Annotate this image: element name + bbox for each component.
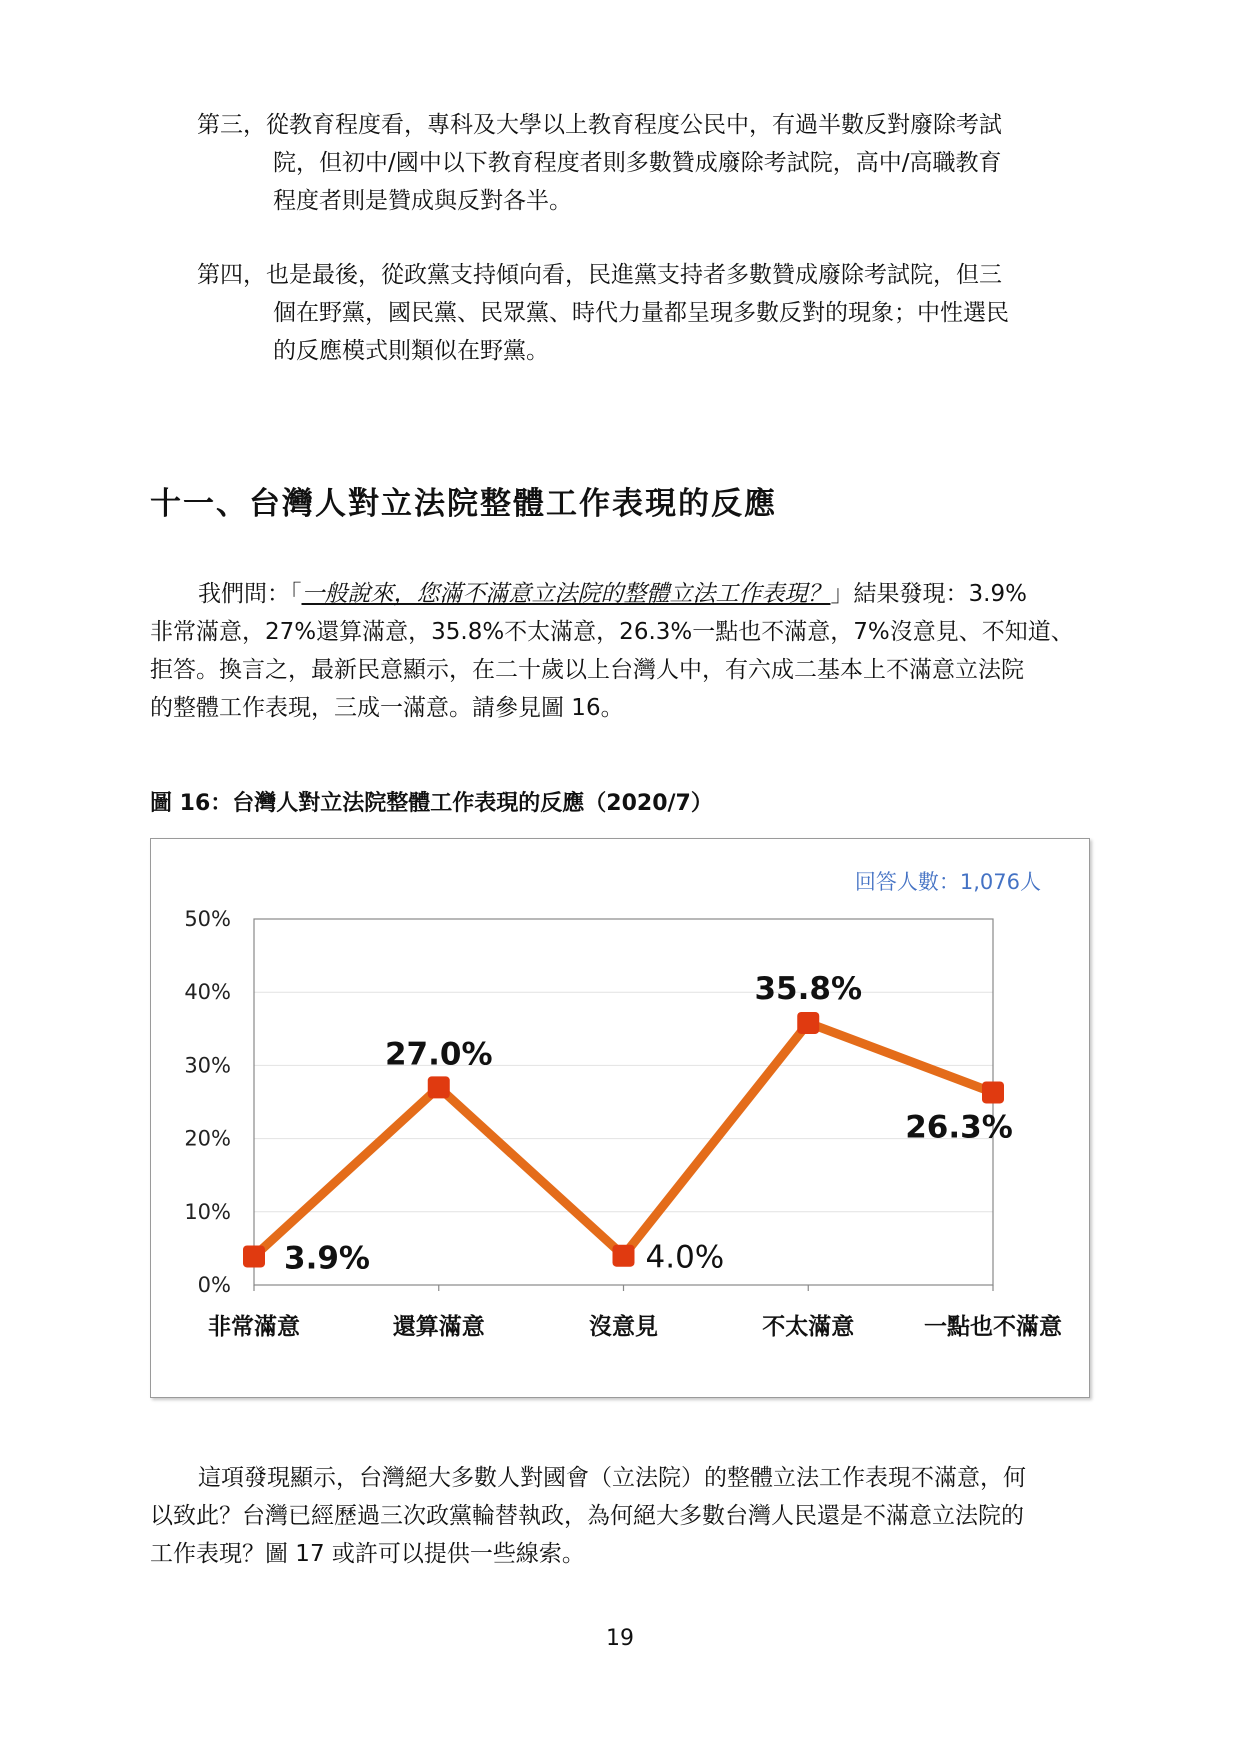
list-item-third	[197, 106, 1087, 220]
x-tick-label: 一點也不滿意	[924, 1314, 1062, 1340]
body-paragraph	[150, 575, 1095, 727]
data-label: 26.3%	[905, 1109, 1013, 1146]
x-tick-label: 還算滿意	[392, 1314, 485, 1340]
x-tick-label: 不太滿意	[762, 1314, 855, 1340]
list-item-text: 程度者則是贊成與反對各半。	[273, 188, 572, 214]
x-tick-label: 沒意見	[589, 1314, 658, 1340]
paragraph-line: 工作表現？圖 17 或許可以提供一些線索。	[150, 1541, 585, 1567]
series-line	[254, 1023, 993, 1257]
x-tick-label: 非常滿意	[208, 1314, 300, 1340]
line-chart	[151, 839, 1089, 1397]
data-point	[613, 1245, 635, 1267]
list-item-text: 個在野黨，國民黨、民眾黨、時代力量都呈現多數反對的現象；中性選民	[273, 300, 1009, 326]
sample-size-annotation: 回答人數：1,076人	[854, 870, 1041, 894]
survey-question: 一般說來，您滿不滿意立法院的整體立法工作表現？	[301, 581, 831, 607]
list-item-text: 第四，也是最後，從政黨支持傾向看，民進黨支持者多數贊成廢除考試院，但三	[197, 262, 1002, 288]
page-number: 19	[606, 1626, 634, 1651]
y-tick-label: 0%	[197, 1273, 231, 1297]
data-point	[797, 1012, 819, 1034]
list-item-text: 第三，從教育程度看，專科及大學以上教育程度公民中，有過半數反對廢除考試	[197, 112, 1002, 138]
list-item-text: 院，但初中/國中以下教育程度者則多數贊成廢除考試院，高中/高職教育	[273, 150, 1002, 176]
plot-area	[254, 919, 993, 1285]
paragraph-line: 的整體工作表現，三成一滿意。請參見圖 16。	[150, 695, 624, 721]
data-point	[982, 1081, 1004, 1103]
figure-caption: 圖 16：台灣人對立法院整體工作表現的反應（2020/7）	[150, 791, 713, 816]
data-label: 35.8%	[754, 970, 863, 1007]
chart-frame	[150, 838, 1090, 1398]
y-tick-label: 10%	[184, 1199, 231, 1224]
y-tick-label: 50%	[184, 907, 231, 931]
list-item-text: 的反應模式則類似在野黨。	[273, 338, 549, 364]
paragraph-line: 以致此？台灣已經歷過三次政黨輪替執政，為何絕大多數台灣人民還是不滿意立法院的	[150, 1503, 1024, 1529]
y-tick-label: 40%	[184, 980, 231, 1005]
body-paragraph	[150, 1459, 1095, 1573]
data-point	[243, 1245, 265, 1267]
paragraph-line: 這項發現顯示，台灣絕大多數人對國會（立法院）的整體立法工作表現不滿意，何	[198, 1465, 1026, 1491]
question-suffix: 」結果發現：3.9%	[830, 581, 1027, 607]
y-tick-label: 30%	[184, 1053, 231, 1078]
data-label: 4.0%	[645, 1239, 725, 1276]
paragraph-line: 非常滿意，27%還算滿意，35.8%不太滿意，26.3%一點也不滿意，7%沒意見、不知道、	[150, 619, 1074, 645]
question-prefix: 我們問：「	[198, 581, 302, 607]
section-title: 十一、台灣人對立法院整體工作表現的反應	[150, 486, 777, 522]
data-label: 3.9%	[284, 1240, 370, 1277]
list-item-fourth	[197, 256, 1087, 370]
paragraph-line	[150, 575, 1095, 613]
y-tick-label: 20%	[184, 1126, 231, 1151]
data-point	[428, 1076, 450, 1098]
data-label: 27.0%	[384, 1036, 493, 1073]
paragraph-line: 拒答。換言之，最新民意顯示，在二十歲以上台灣人中，有六成二基本上不滿意立法院	[150, 657, 1024, 683]
